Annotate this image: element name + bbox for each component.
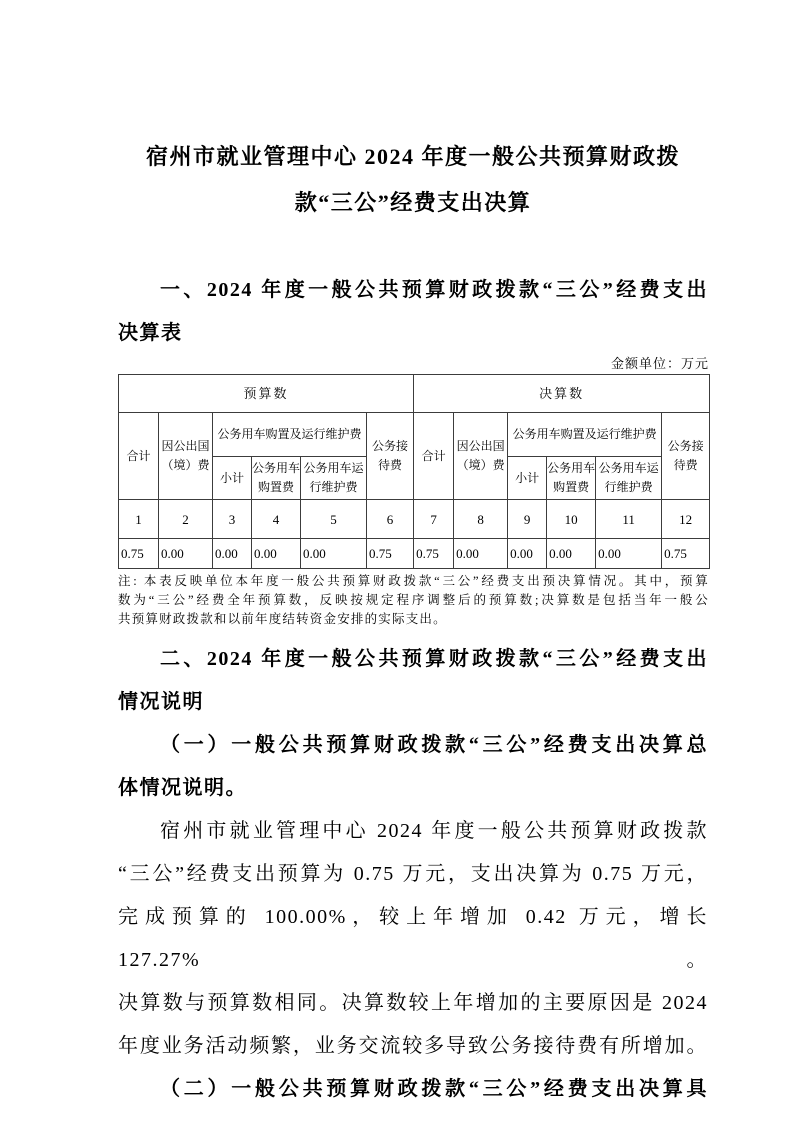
header-final-vehicle-maintenance: 公务用车运行维护费 (596, 457, 662, 500)
column-number-cell: 3 (213, 500, 252, 539)
table-group-header-row (119, 375, 710, 413)
column-number-row (119, 500, 710, 539)
value-cell: 0.00 (454, 539, 508, 569)
header-final-total: 合计 (414, 413, 454, 500)
subsection-two-line-1: （二）一般公共预算财政拨款“三公”经费支出决算具 (160, 1078, 708, 1100)
column-number-cell: 1 (119, 500, 159, 539)
value-cell: 0.00 (252, 539, 301, 569)
column-number-cell: 7 (414, 500, 454, 539)
header-budget-total: 合计 (119, 413, 159, 500)
header-final-reception: 公务接待费 (662, 413, 710, 500)
section-one-line-2: 决算表 (118, 322, 183, 344)
column-number-cell: 9 (508, 500, 547, 539)
overview-paragraph (118, 810, 708, 1068)
section-one-line-1: 一、2024 年度一般公共预算财政拨款“三公”经费支出 (160, 279, 708, 301)
group-header-budget: 预算数 (119, 375, 414, 413)
table-note (118, 572, 709, 629)
section-two-heading (118, 638, 708, 724)
header-budget-reception: 公务接待费 (367, 413, 414, 500)
value-cell: 0.00 (547, 539, 596, 569)
group-header-final: 决算数 (414, 375, 710, 413)
paragraph-line-2: “三公”经费支出预算为 0.75 万元，支出决算为 0.75 万元， (118, 863, 708, 885)
paragraph-line-5: 年度业务活动频繁，业务交流较多导致公务接待费有所增加。 (118, 1035, 708, 1057)
subsection-one-line-1: （一）一般公共预算财政拨款“三公”经费支出决算总 (160, 734, 708, 756)
value-cell: 0.75 (662, 539, 710, 569)
column-number-cell: 12 (662, 500, 710, 539)
header-budget-abroad: 因公出国（境）费 (159, 413, 213, 500)
column-number-cell: 4 (252, 500, 301, 539)
header-budget-vehicle-maintenance: 公务用车运行维护费 (301, 457, 367, 500)
note-line-2: 数为“三公”经费全年预算数，反映按规定程序调整后的预算数;决算数是包括当年一般公 (118, 593, 709, 607)
column-number-cell: 10 (547, 500, 596, 539)
header-final-vehicle-group: 公务用车购置及运行维护费 (508, 413, 662, 457)
column-number-cell: 2 (159, 500, 213, 539)
value-row (119, 539, 710, 569)
section-one-heading (118, 269, 708, 355)
header-budget-vehicle-group: 公务用车购置及运行维护费 (213, 413, 367, 457)
title-line-1: 宿州市就业管理中心 2024 年度一般公共预算财政拨 (145, 144, 680, 169)
section-two-line-1: 二、2024 年度一般公共预算财政拨款“三公”经费支出 (160, 648, 708, 670)
column-number-cell: 5 (301, 500, 367, 539)
value-cell: 0.75 (367, 539, 414, 569)
value-cell: 0.75 (414, 539, 454, 569)
header-final-vehicle-purchase: 公务用车购置费 (547, 457, 596, 500)
value-cell: 0.75 (119, 539, 159, 569)
column-number-cell: 11 (596, 500, 662, 539)
value-cell: 0.00 (159, 539, 213, 569)
title-line-2: 款“三公”经费支出决算 (294, 190, 532, 215)
subsection-one-line-2: 体情况说明。 (118, 777, 247, 799)
header-budget-vehicle-purchase: 公务用车购置费 (252, 457, 301, 500)
value-cell: 0.00 (213, 539, 252, 569)
table-header-row (119, 413, 710, 457)
table-unit-label: 金额单位：万元 (610, 356, 709, 371)
header-final-abroad: 因公出国（境）费 (454, 413, 508, 500)
note-line-3: 共预算财政拨款和以前年度结转资金安排的实际支出。 (118, 612, 447, 626)
subsection-one-heading (118, 724, 708, 810)
header-final-vehicle-subtotal: 小计 (508, 457, 547, 500)
page-title (118, 134, 708, 226)
three-public-expense-table (118, 374, 710, 569)
paragraph-line-1: 宿州市就业管理中心 2024 年度一般公共预算财政拨款 (160, 820, 708, 842)
value-cell: 0.00 (508, 539, 547, 569)
header-budget-vehicle-subtotal: 小计 (213, 457, 252, 500)
column-number-cell: 8 (454, 500, 508, 539)
value-cell: 0.00 (301, 539, 367, 569)
section-two-line-2: 情况说明 (118, 691, 204, 713)
column-number-cell: 6 (367, 500, 414, 539)
paragraph-line-4: 决算数与预算数相同。决算数较上年增加的主要原因是 2024 (118, 992, 708, 1014)
note-line-1: 注: 本表反映单位本年度一般公共预算财政拨款“三公”经费支出预决算情况。其中，预算 (118, 574, 709, 588)
subsection-two-heading (118, 1068, 708, 1111)
title-spacer (118, 226, 708, 269)
paragraph-line-3: 完成预算的 100.00%，较上年增加 0.42 万元，增长 127.27%。 (118, 906, 708, 971)
value-cell: 0.00 (596, 539, 662, 569)
